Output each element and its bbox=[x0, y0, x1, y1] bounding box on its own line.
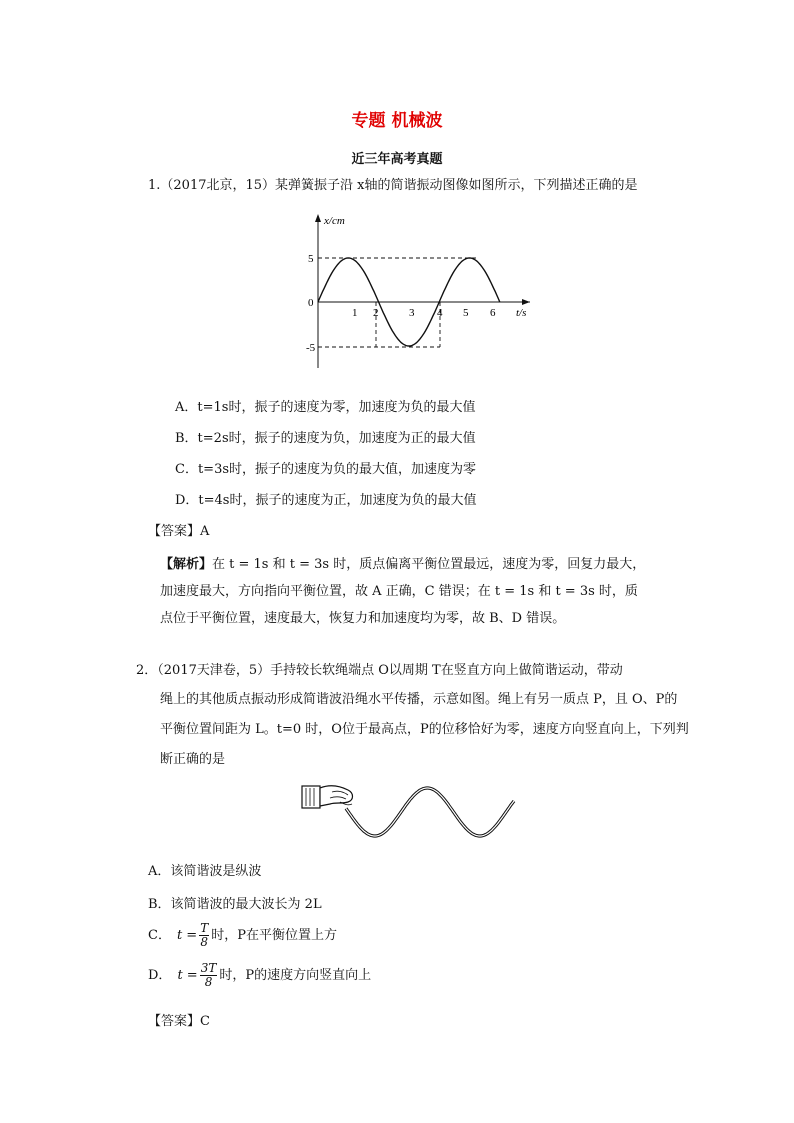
hand-icon bbox=[302, 786, 353, 808]
y-axis-label: x/cm bbox=[324, 215, 345, 227]
x-tick-label: 1 bbox=[352, 307, 358, 319]
q2-stem-line: 断正确的是 bbox=[160, 752, 226, 767]
q2-option-d: D． t = $\frac{3T}{8}$ 时，P的速度方向竖直向上 bbox=[148, 961, 372, 989]
fraction-3t-over-8: $\frac{3T}{8}$ bbox=[200, 961, 217, 989]
q2-answer: 【答案】C bbox=[148, 1014, 210, 1029]
y-tick-label: 0 bbox=[308, 297, 314, 309]
analysis-text: 在 t = 1s 和 t = 3s 时，质点偏离平衡位置最远，速度为零，回复力最大，加速度最大，方向指向平衡位置，故 A 正确，C 错误；在 t = 1s 和 t = 3s 时，质点位于平衡位置，速度最大，恢复力和加速度均为零，故 B、D 错误。 bbox=[160, 557, 646, 626]
q2-option-a: A．该简谐波是纵波 bbox=[148, 864, 262, 879]
rope-wave-highlight bbox=[346, 788, 514, 836]
q1-answer: 【答案】A bbox=[148, 524, 210, 539]
fraction-t-over-8: $\frac{T}{8}$ bbox=[200, 921, 209, 949]
y-tick-label: 5 bbox=[308, 253, 314, 265]
y-axis-arrow bbox=[315, 214, 321, 222]
q1-analysis bbox=[160, 551, 650, 632]
section-subtitle: 近三年高考真题 bbox=[351, 152, 443, 167]
question-1-stem: 1.（2017北京，15）某弹簧振子沿 x轴的简谐振动图像如图所示，下列描述正确的是 bbox=[148, 178, 638, 193]
vibration-graph bbox=[290, 208, 540, 378]
q1-option-a: A．t=1s时，振子的速度为零，加速度为负的最大值 bbox=[175, 400, 476, 415]
x-tick-label: 2 bbox=[373, 307, 379, 319]
q2-stem-line: 平衡位置间距为 L。t=0 时，O位于最高点，P的位移恰好为零，速度方向竖直向上，下列判 bbox=[160, 722, 689, 737]
hand-rope-illustration bbox=[296, 780, 522, 850]
rope-wave bbox=[346, 788, 514, 836]
analysis-label: 【解析】 bbox=[160, 557, 213, 572]
x-tick-label: 4 bbox=[437, 307, 443, 319]
document-title: 专题 机械波 bbox=[351, 111, 443, 131]
q2-stem-line: 绳上的其他质点振动形成简谐波沿绳水平传播，示意如图。绳上有另一质点 P，且 O、P的 bbox=[160, 692, 678, 707]
y-tick-label: -5 bbox=[306, 342, 316, 354]
q1-option-b: B．t=2s时，振子的速度为负，加速度为正的最大值 bbox=[175, 431, 476, 446]
x-axis-label: t/s bbox=[516, 307, 527, 319]
q1-option-d: D．t=4s时，振子的速度为正，加速度为负的最大值 bbox=[175, 493, 477, 508]
x-tick-label: 3 bbox=[409, 307, 415, 319]
x-tick-label: 5 bbox=[463, 307, 469, 319]
x-tick-label: 6 bbox=[490, 307, 496, 319]
q1-option-c: C．t=3s时，振子的速度为负的最大值，加速度为零 bbox=[175, 462, 477, 477]
q2-option-b: B．该简谐波的最大波长为 2L bbox=[148, 897, 322, 912]
q2-option-c: C． t = $\frac{T}{8}$ 时，P在平衡位置上方 bbox=[148, 921, 337, 949]
q2-stem-line: 2．（2017天津卷，5）手持较长软绳端点 O以周期 T在竖直方向上做简谐运动，带动 bbox=[136, 663, 623, 678]
x-axis-arrow bbox=[522, 299, 530, 305]
